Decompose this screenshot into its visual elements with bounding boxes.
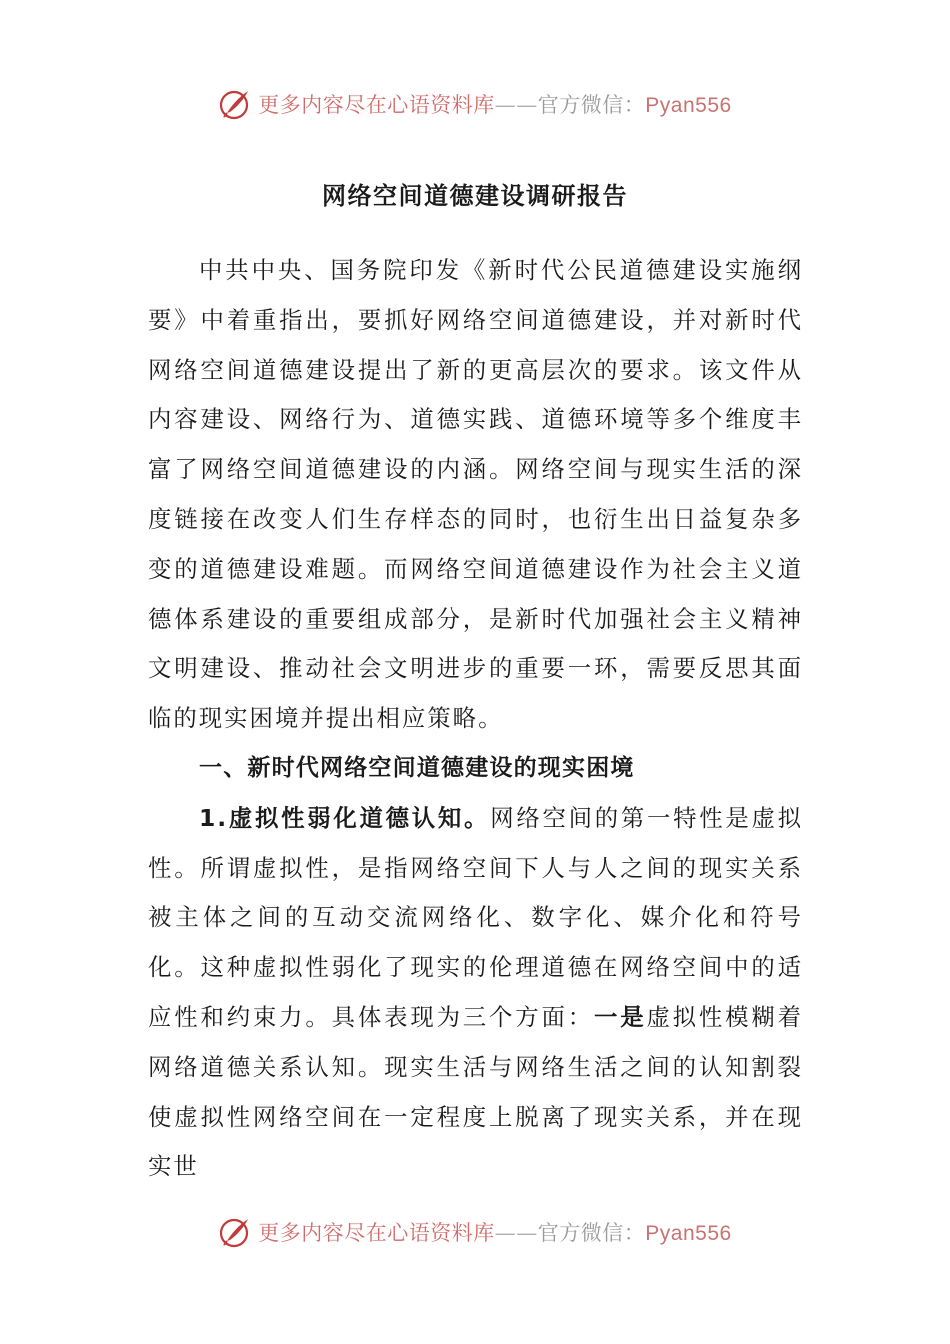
section1-heading: 一、新时代网络空间道德建设的现实困境: [199, 755, 635, 781]
point1-emphasis: 一是: [593, 1002, 647, 1031]
banner-main-text: 更多内容尽在心语资料库: [258, 93, 495, 117]
point1-title: 1.虚拟性弱化道德认知。: [199, 803, 491, 832]
header-banner: [0, 84, 950, 124]
banner-main-text: 更多内容尽在心语资料库: [258, 1221, 495, 1245]
banner-wechat-label: 官方微信：: [537, 93, 646, 117]
intro-paragraph: 中共中央、国务院印发《新时代公民道德建设实施纲要》中着重指出，要抓好网络空间道德建设，并对新时代网络空间道德建设提出了新的更高层次的要求。该文件从内容建设、网络行为、道德实践、道德环境等多个维度丰富了网络空间道德建设的内涵。网络空间与现实生活的深度链接在改变人们生存样态的同时，也衍生出日益复杂多变的道德建设难题。而网络空间道德建设作为社会主义道德体系建设的重要组成部分，是新时代加强社会主义精神文明建设、推动社会文明进步的重要一环，需要反思其面临的现实困境并提出相应策略。: [148, 256, 803, 733]
banner-wechat-label: 官方微信：: [537, 1221, 646, 1245]
intro-block: [148, 246, 803, 744]
section1-block: [148, 744, 803, 1192]
quill-pen-icon: [218, 1215, 252, 1249]
banner-text: [258, 1217, 731, 1247]
banner-wechat-id: Pyan556: [645, 1222, 732, 1245]
quill-pen-icon: [218, 87, 252, 121]
banner-dash: ——: [494, 93, 538, 117]
point1-text-a: 网络空间的第一特性是虚拟性。所谓虚拟性，是指网络空间下人与人之间的现实关系被主体之间的互动交流网络化、数字化、媒介化和符号化。这种虚拟性弱化了现实的伦理道德在网络空间中的适应性和约束力。具体表现为三个方面：: [148, 803, 803, 1031]
banner-text: [258, 89, 731, 119]
footer-banner: [0, 1212, 950, 1252]
section1-point1-paragraph: [148, 794, 803, 1192]
point1-text-b: 虚拟性模糊着网络道德关系认知。现实生活与网络生活之间的认知割裂使虚拟性网络空间在一定程度上脱离了现实关系，并在现实世: [148, 1002, 804, 1181]
document-title: 网络空间道德建设调研报告: [322, 182, 628, 210]
banner-dash: ——: [494, 1221, 538, 1245]
banner-wechat-id: Pyan556: [645, 94, 732, 117]
